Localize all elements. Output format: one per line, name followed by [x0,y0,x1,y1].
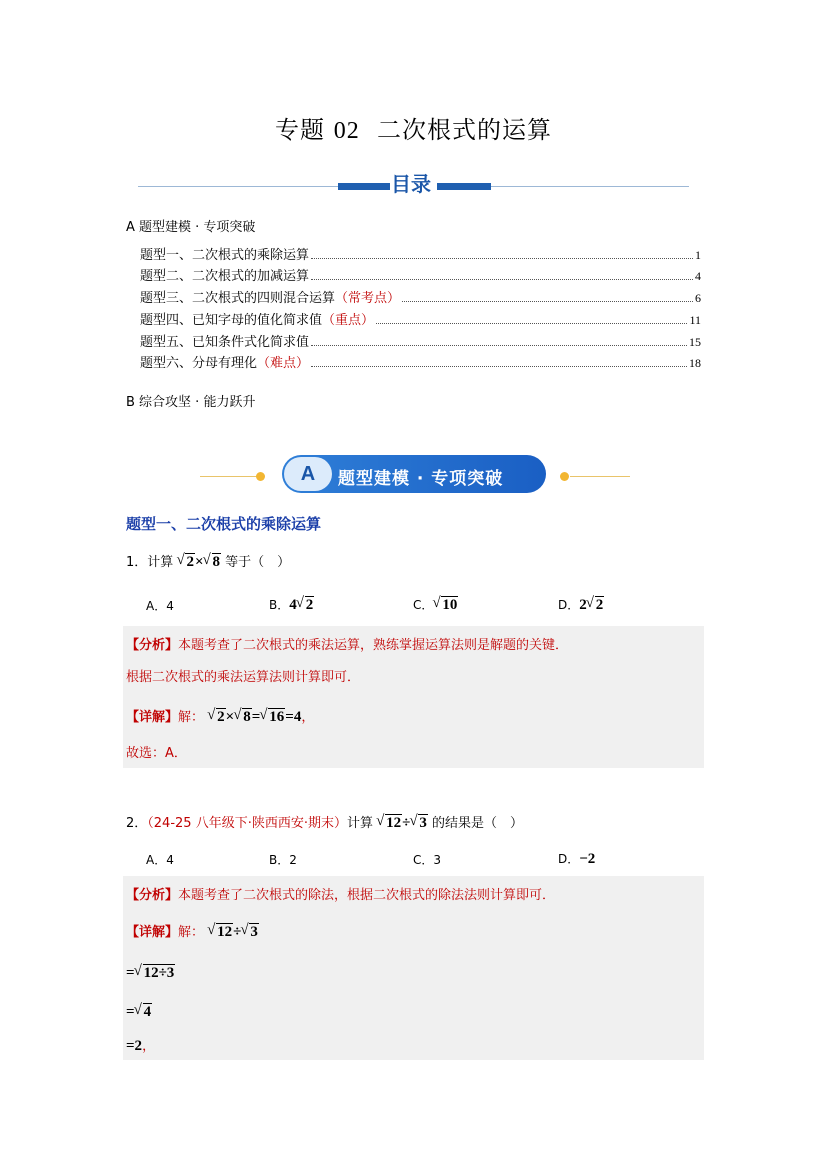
toc-item[interactable]: 题型三、二次根式的四则混合运算（常考点） 6 [140,291,701,306]
analysis-1b: 根据二次根式的乘法运算法则计算即可． [126,670,361,685]
toc-page: 1 [695,248,701,262]
toc-section-b: B 综合攻坚 · 能力跃升 [126,395,256,410]
option-b[interactable]: B．4√ 2 [269,596,314,614]
toc-page: 11 [689,313,701,327]
analysis-2: 【分析】本题考查了二次根式的除法，根据二次根式的除法法则计算即可． [126,888,556,903]
detail-equation: √ 2×√ 8=√ 16=4 [208,709,301,725]
detail-step-4: =2， [126,1038,156,1054]
toc-leader [402,301,693,302]
page-title [0,110,827,145]
option-a[interactable]: A．4 [146,853,174,867]
q2-expression: √ 12÷√ 3 [377,815,428,831]
banner-line-right [570,476,630,477]
toc-item[interactable]: 题型二、二次根式的加减运算 4 [140,269,701,284]
question-number: 2． [126,816,148,831]
toc-leader [311,279,693,280]
option-c[interactable]: C．3 [413,853,442,867]
option-d[interactable]: D．−2 [558,851,596,867]
toc-page: 15 [689,335,701,349]
banner-dot-left [256,472,265,481]
option-value: 4√ 2 [289,597,314,613]
toc-section-a: A 题型建模 · 专项突破 [126,220,256,235]
toc-item[interactable]: 题型五、已知条件式化简求值 15 [140,335,701,350]
banner-line-left [200,476,260,477]
question-source: （24-25 八年级下·陕西西安·期末） [147,816,347,831]
detail-1: 【详解】解： √ 2×√ 8=√ 16=4， [126,706,314,726]
detail-step-3: =√ 4 [126,1004,152,1021]
toc-divider-right [491,186,689,187]
banner-text: 题型建模 · 专项突破 [338,469,504,489]
toc-leader [311,366,687,367]
banner-dot-right [560,472,569,481]
title-text: 二次根式的运算 [376,116,552,144]
analysis-1: 【分析】本题考查了二次根式的乘法运算，熟练掌握运算法则是解题的关键． [126,638,569,653]
option-value: √ 10 [433,597,458,613]
toc-item[interactable]: 题型六、分母有理化（难点） 18 [140,356,701,371]
toc-page: 6 [695,291,701,305]
solution-panel-2 [123,876,704,1060]
title-number: 02 [333,118,360,144]
question-1: 1．计算 √ 2×√ 8 等于（ ） [126,551,290,571]
banner-letter: A [284,457,332,491]
toc-divider-left [138,186,338,187]
question-2: 2．（24-25 八年级下·陕西西安·期末）计算 √ 12÷√ 3 的结果是（ ） [126,812,523,832]
toc-bar-left [338,183,390,190]
option-a[interactable]: A．4 [146,599,174,613]
q1-expression: √ 2×√ 8 [177,554,221,570]
toc-label: 目录 [391,172,431,196]
option-b[interactable]: B．2 [269,853,297,867]
option-value: 2√ 2 [579,597,604,613]
title-prefix: 专题 [275,116,326,144]
toc-item[interactable]: 题型一、二次根式的乘除运算 1 [140,248,701,263]
question-number: 1． [126,555,148,570]
answer-1: 故选：A． [126,746,187,761]
toc-bar-right [437,183,491,190]
toc-leader [376,323,687,324]
detail-step-1: √ 12÷√ 3 [208,924,259,940]
option-d[interactable]: D．2√ 2 [558,596,604,614]
toc-page: 18 [689,356,701,370]
toc-item[interactable]: 题型四、已知字母的值化简求值（重点） 11 [140,313,701,328]
option-c[interactable]: C．√ 10 [413,596,458,614]
toc-page: 4 [695,269,701,283]
type-heading: 题型一、二次根式的乘除运算 [126,515,322,533]
toc-leader [311,345,687,346]
toc-leader [311,258,693,259]
detail-2: 【详解】解： √ 12÷√ 3 [126,921,259,941]
detail-step-2: =√ 12÷3 [126,965,175,982]
